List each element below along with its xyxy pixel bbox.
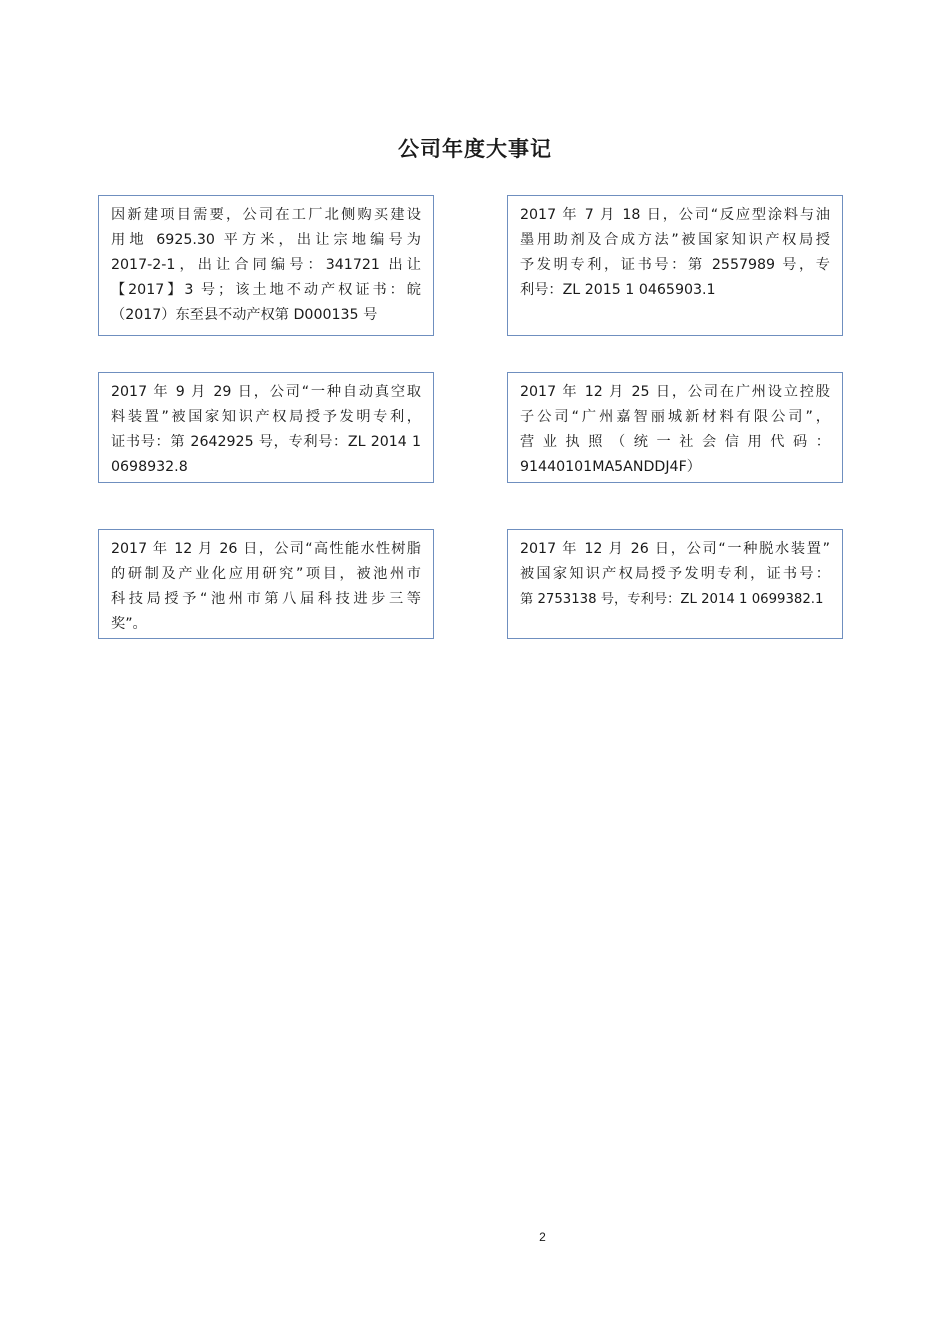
event-box-patent-dehydration [507,529,843,639]
event-text-line: 91440101MA5ANDDJ4F） [520,459,701,475]
event-text-line: 被国家知识产权局授予发明专利，证书号： [520,566,830,582]
event-box-subsidiary [507,372,843,483]
event-text-line: 墨用助剂及合成方法”被国家知识产权局授 [520,232,830,248]
event-text-line: 因新建项目需要，公司在工厂北侧购买建设 [111,207,421,223]
page-title: 公司年度大事记 [398,137,552,161]
event-text-line: 2017 年 9 月 29 日，公司“一种自动真空取 [111,384,421,400]
event-text-line: 2017-2-1，出让合同编号：341721 出让 [111,257,421,273]
event-text-line: 2017 年 12 月 26 日，公司“一种脱水装置” [520,541,830,557]
event-text-line: 的研制及产业化应用研究”项目，被池州市 [111,566,421,582]
event-box-tech-award [98,529,434,639]
event-text-line: 料装置”被国家知识产权局授予发明专利， [111,409,421,425]
page-number: 2 [539,1230,546,1244]
event-text-line: 【2017】3 号；该土地不动产权证书：皖 [111,282,421,298]
event-box-land-purchase [98,195,434,336]
event-text-line: 予发明专利，证书号：第 2557989 号，专 [520,257,830,273]
event-text-line: 子公司“广州嘉智丽城新材料有限公司”， [520,409,830,425]
event-text-line: 利号：ZL 2015 1 0465903.1 [520,282,716,298]
event-text-line: 2017 年 12 月 25 日，公司在广州设立控股 [520,384,830,400]
event-box-patent-coating [507,195,843,336]
event-text-line: 第 2753138 号，专利号：ZL 2014 1 0699382.1 [520,592,824,607]
event-text-line: 用地 6925.30 平方米，出让宗地编号为 [111,232,421,248]
event-text-line: 证书号：第 2642925 号，专利号：ZL 2014 1 [111,434,421,450]
event-text-line: 营业执照（统一社会信用代码： [520,434,830,450]
event-text-line: 2017 年 7 月 18 日，公司“反应型涂料与油 [520,207,830,223]
event-text-line: 2017 年 12 月 26 日，公司“高性能水性树脂 [111,541,421,557]
event-text-line: 奖”。 [111,616,147,632]
event-text-line: 0698932.8 [111,459,188,475]
event-text-line: 科技局授予“池州市第八届科技进步三等 [111,591,421,607]
event-text-line: （2017）东至县不动产权第 D000135 号 [111,307,378,323]
event-box-patent-vacuum [98,372,434,483]
